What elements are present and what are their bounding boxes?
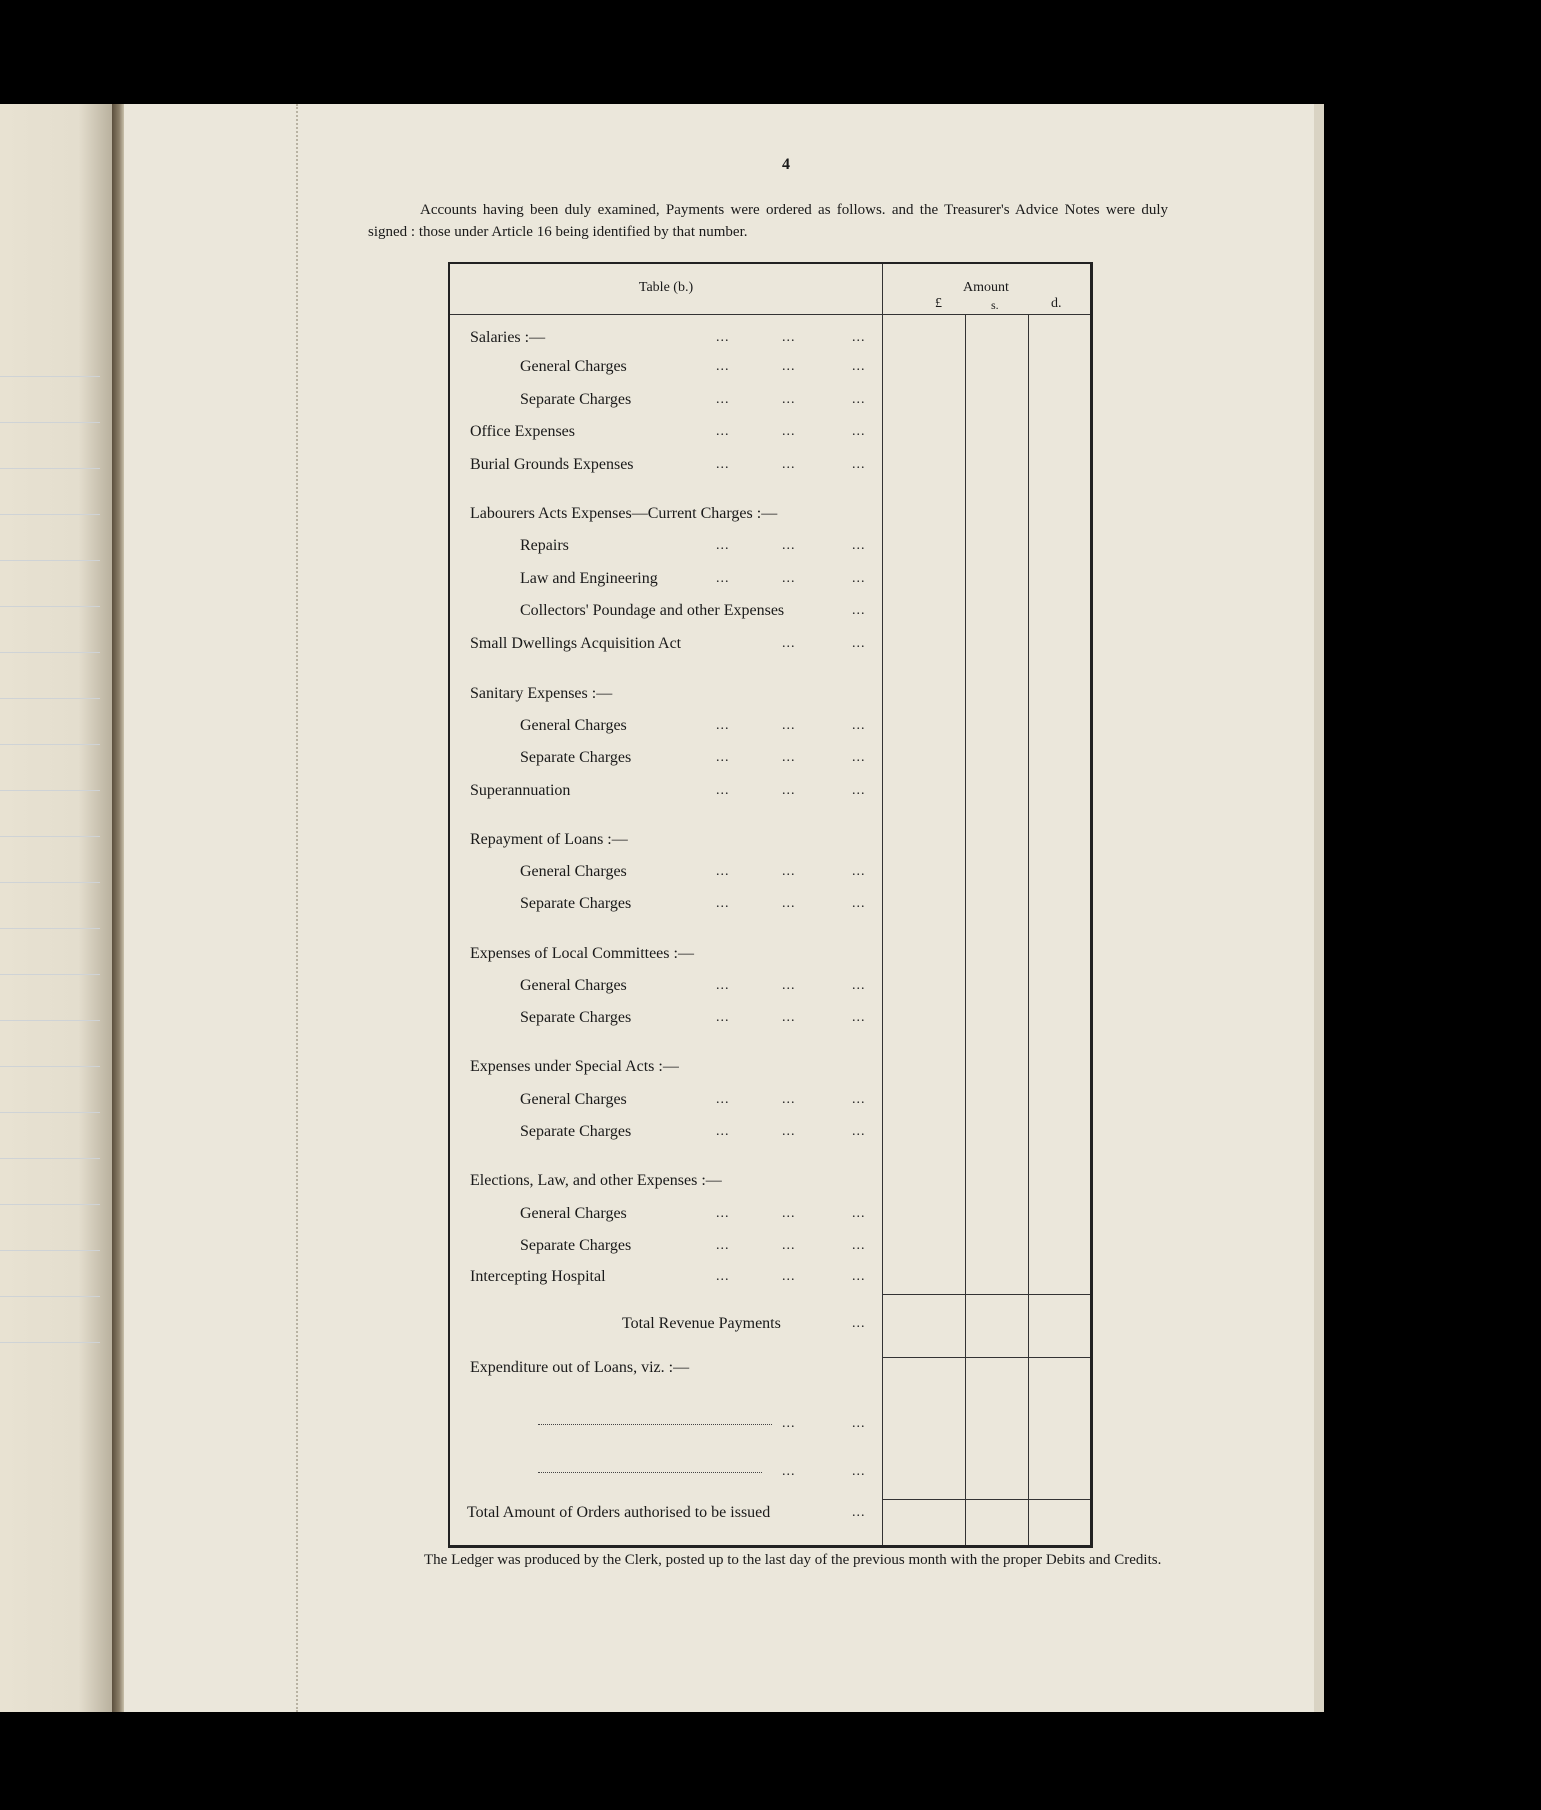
leader-dots: ... [852,330,866,345]
table-row-label: Small Dwellings Acquisition Act [470,635,682,652]
table-row-label: Intercepting Hospital [470,1268,606,1285]
leader-dots: ... [852,457,866,472]
blank-loan-line-1 [538,1424,772,1426]
loans-label: Expenditure out of Loans, viz. :— [470,1359,690,1376]
table-row-label: General Charges [520,717,627,734]
header-rule [450,314,1090,315]
table-row-label: Superannuation [470,782,571,799]
table-row-label: Sanitary Expenses :— [470,685,613,702]
leader-dots: ... [716,1269,730,1284]
leader-dots: ... [852,864,866,879]
leader-dots: ... [716,1010,730,1025]
table-row-label: General Charges [520,977,627,994]
leader-dots: ... [852,1416,866,1431]
shillings-header: s. [991,298,999,312]
leader-dots: ... [716,783,730,798]
amount-header: Amount [963,280,1009,295]
page-edge [1314,104,1324,1712]
leader-dots: ... [852,718,866,733]
shillings-column-rule [1028,314,1029,1545]
table-row-label: Separate Charges [520,1237,632,1254]
leader-dots: ... [782,1416,796,1431]
leader-dots: ... [716,457,730,472]
table-row-label: Separate Charges [520,1009,632,1026]
table-row-label: Burial Grounds Expenses [470,456,634,473]
leader-dots: ... [852,1092,866,1107]
leader-dots: ... [716,864,730,879]
book-gutter [112,104,124,1712]
leader-dots: ... [852,1269,866,1284]
total-revenue-bottom-rule [882,1357,1090,1358]
table-row-label: Labourers Acts Expenses—Current Charges :— [470,505,778,522]
table-row-label: Elections, Law, and other Expenses :— [470,1172,722,1189]
leader-dots: ... [852,392,866,407]
table-row-label: Separate Charges [520,895,632,912]
leader-dots: ... [852,978,866,993]
blank-loan-line-2 [538,1472,762,1474]
table-row-label: General Charges [520,863,627,880]
leader-dots: ... [782,1238,796,1253]
table-row-label: Collectors' Poundage and other Expenses [520,602,785,619]
leader-dots: ... [852,1505,866,1520]
leader-dots: ... [716,538,730,553]
leader-dots: ... [782,1269,796,1284]
leader-dots: ... [782,1010,796,1025]
table-row-label: General Charges [520,358,627,375]
leader-dots: ... [782,783,796,798]
leader-dots: ... [782,636,796,651]
perforation-line [296,104,298,1712]
intro-paragraph: Accounts having been duly examined, Payments were ordered as follows. and the Treasurer's Advice Notes were duly signed : those under Article 16 being identified by that number. [368,202,1168,240]
leader-dots: ... [716,424,730,439]
leader-dots: ... [782,1206,796,1221]
table-row-label: Separate Charges [520,749,632,766]
leader-dots: ... [782,1092,796,1107]
total-orders-label: Total Amount of Orders authorised to be issued [467,1504,771,1521]
leader-dots: ... [782,538,796,553]
footer-paragraph: The Ledger was produced by the Clerk, posted up to the last day of the previous month with the proper Debits and Credits. [424,1552,1162,1568]
leader-dots: ... [852,1238,866,1253]
leader-dots: ... [782,1464,796,1479]
leader-dots: ... [852,636,866,651]
table-row-label: Separate Charges [520,1123,632,1140]
leader-dots: ... [782,392,796,407]
leader-dots: ... [782,896,796,911]
leader-dots: ... [782,359,796,374]
leader-dots: ... [852,1124,866,1139]
pounds-header: £ [935,296,942,311]
table-row-label: Law and Engineering [520,570,658,587]
total-revenue-top-rule [882,1294,1090,1295]
pounds-column-rule [965,314,966,1545]
leader-dots: ... [716,392,730,407]
leader-dots: ... [782,571,796,586]
leader-dots: ... [852,1316,866,1331]
table-row-label: General Charges [520,1205,627,1222]
leader-dots: ... [782,330,796,345]
leader-dots: ... [716,750,730,765]
leader-dots: ... [782,750,796,765]
leader-dots: ... [852,1010,866,1025]
table-row-label: Expenses of Local Committees :— [470,945,694,962]
leader-dots: ... [782,864,796,879]
leader-dots: ... [852,896,866,911]
page-number: 4 [782,156,790,173]
leader-dots: ... [716,896,730,911]
pence-header: d. [1051,296,1062,311]
leader-dots: ... [852,571,866,586]
table-row-label: Salaries :— [470,329,546,346]
table-row-label: Repayment of Loans :— [470,831,628,848]
leader-dots: ... [782,978,796,993]
leader-dots: ... [716,359,730,374]
leader-dots: ... [852,750,866,765]
leader-dots: ... [782,424,796,439]
leader-dots: ... [852,603,866,618]
leader-dots: ... [716,978,730,993]
left-facing-page [0,104,112,1712]
leader-dots: ... [852,424,866,439]
leader-dots: ... [852,538,866,553]
leader-dots: ... [716,330,730,345]
leader-dots: ... [852,783,866,798]
leader-dots: ... [782,718,796,733]
total-orders-rule [882,1499,1090,1500]
leader-dots: ... [852,1206,866,1221]
leader-dots: ... [716,1124,730,1139]
leader-dots: ... [782,1124,796,1139]
table-row-label: Office Expenses [470,423,575,440]
total-revenue-label: Total Revenue Payments [622,1315,781,1332]
leader-dots: ... [716,1206,730,1221]
leader-dots: ... [782,457,796,472]
table-row-label: Separate Charges [520,391,632,408]
leader-dots: ... [716,1238,730,1253]
leader-dots: ... [716,718,730,733]
leader-dots: ... [716,571,730,586]
leader-dots: ... [852,1464,866,1479]
table-row-label: Expenses under Special Acts :— [470,1058,679,1075]
table-caption: Table (b.) [638,280,694,295]
table-row-label: Repairs [520,537,569,554]
leader-dots: ... [852,359,866,374]
table-row-label: General Charges [520,1091,627,1108]
leader-dots: ... [716,1092,730,1107]
